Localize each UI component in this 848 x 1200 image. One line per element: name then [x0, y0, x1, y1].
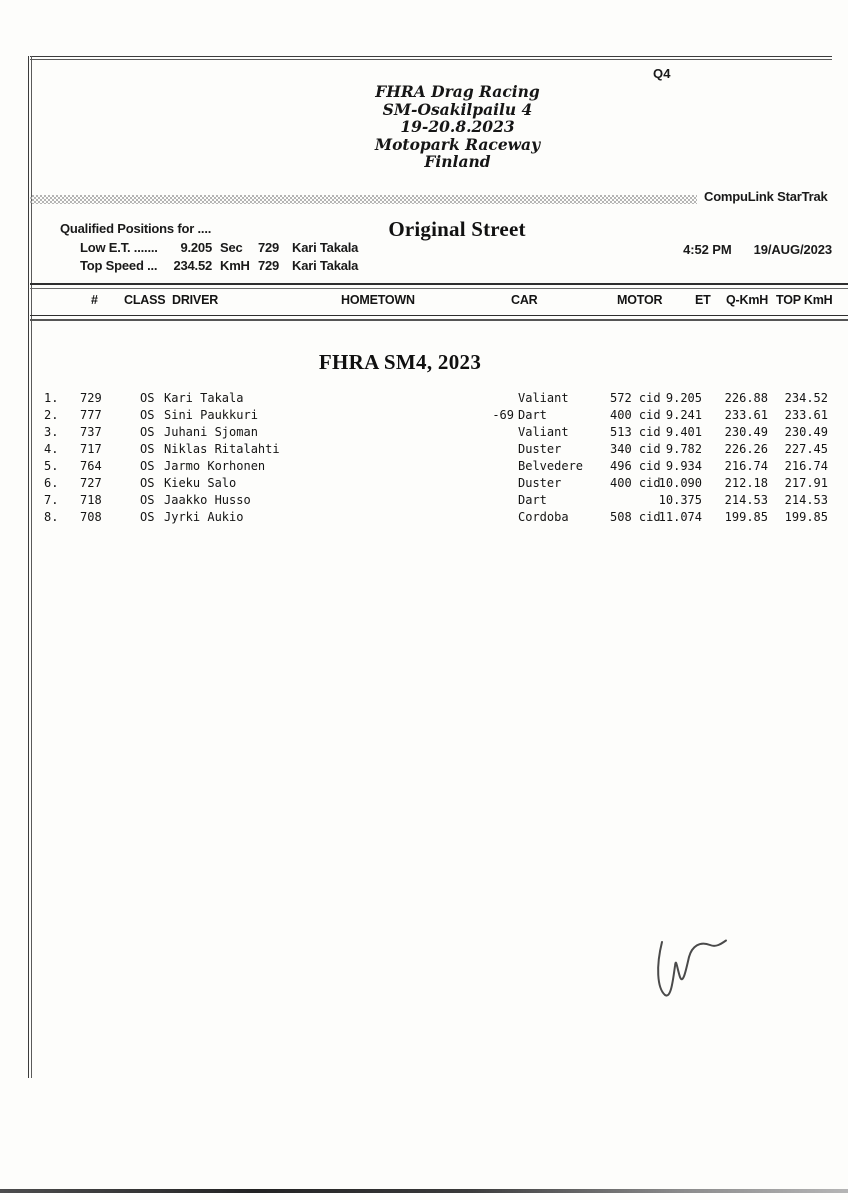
- col-class: CLASS: [124, 293, 166, 307]
- row-position: 8.: [44, 510, 59, 524]
- row-car-number: 708: [80, 510, 102, 524]
- row-et: 9.934: [665, 459, 702, 473]
- row-car-number: 777: [80, 408, 102, 422]
- row-q-kmh: 199.85: [724, 510, 768, 524]
- row-motor: 513 cid: [610, 425, 661, 439]
- row-car-number: 729: [80, 391, 102, 405]
- row-class: OS: [140, 391, 155, 405]
- row-car: Belvedere: [518, 459, 584, 473]
- row-driver: Jaakko Husso: [164, 493, 251, 507]
- row-top-kmh: 216.74: [784, 459, 828, 473]
- table-row: [0, 510, 848, 527]
- table-row: [0, 391, 848, 408]
- row-et: 11.074: [658, 510, 702, 524]
- scan-edge-line: [0, 1189, 848, 1193]
- low-et-value: 9.205: [180, 240, 212, 255]
- row-motor: 400 cid: [610, 408, 661, 422]
- round-label: Q4: [653, 66, 671, 81]
- row-car: Duster: [518, 442, 562, 456]
- row-q-kmh: 230.49: [724, 425, 768, 439]
- row-et: 9.205: [665, 391, 702, 405]
- col-motor: MOTOR: [617, 293, 663, 307]
- row-car-number: 764: [80, 459, 102, 473]
- row-top-kmh: 214.53: [784, 493, 828, 507]
- row-car: Cordoba: [518, 510, 569, 524]
- row-position: 4.: [44, 442, 59, 456]
- top-speed-value: 234.52: [173, 258, 212, 273]
- row-car: Valiant: [518, 425, 569, 439]
- col-driver: DRIVER: [172, 293, 219, 307]
- low-et-line: [0, 240, 848, 256]
- row-car: Valiant: [518, 391, 569, 405]
- col-q-kmh: Q-KmH: [726, 293, 769, 307]
- row-position: 2.: [44, 408, 59, 422]
- table-row: [0, 408, 848, 425]
- col-car: CAR: [511, 293, 538, 307]
- row-class: OS: [140, 425, 155, 439]
- low-et-label: Low E.T. .......: [80, 240, 158, 255]
- qualified-positions-label: Qualified Positions for ....: [60, 221, 212, 236]
- table-header-rule-bottom: [30, 315, 848, 321]
- event-title: FHRA Drag Racing: [375, 82, 540, 101]
- row-et: 9.401: [665, 425, 702, 439]
- row-position: 5.: [44, 459, 59, 473]
- table-row: [0, 459, 848, 476]
- row-driver: Juhani Sjoman: [164, 425, 258, 439]
- row-position: 1.: [44, 391, 59, 405]
- row-motor: 400 cid: [610, 476, 661, 490]
- row-top-kmh: 233.61: [784, 408, 828, 422]
- row-motor: 496 cid: [610, 459, 661, 473]
- row-position: 7.: [44, 493, 59, 507]
- top-speed-car-number: 729: [258, 258, 280, 273]
- table-row: [0, 493, 848, 510]
- row-top-kmh: 217.91: [784, 476, 828, 490]
- event-venue: Motopark Raceway: [374, 134, 541, 154]
- row-car: Dart: [518, 493, 547, 507]
- row-q-kmh: 214.53: [724, 493, 768, 507]
- row-motor: 572 cid: [610, 391, 661, 405]
- row-driver: Jyrki Aukio: [164, 510, 244, 524]
- row-class: OS: [140, 476, 155, 490]
- row-driver: Kari Takala: [164, 391, 244, 405]
- table-header-rule-top: [30, 283, 848, 289]
- row-car: Dart: [518, 408, 547, 422]
- row-car-number: 727: [80, 476, 102, 490]
- low-et-driver: Kari Takala: [292, 240, 359, 255]
- table-row: [0, 476, 848, 493]
- page-border-left: [28, 56, 32, 1078]
- top-speed-driver: Kari Takala: [292, 258, 359, 273]
- row-et: 9.782: [665, 442, 702, 456]
- row-class: OS: [140, 459, 155, 473]
- row-top-kmh: 199.85: [784, 510, 828, 524]
- table-row: [0, 442, 848, 459]
- row-class: OS: [140, 493, 155, 507]
- halftone-divider: [30, 195, 697, 204]
- top-speed-label: Top Speed ...: [80, 258, 158, 273]
- row-driver: Niklas Ritalahti: [164, 442, 280, 456]
- low-et-car-number: 729: [258, 240, 280, 255]
- row-motor: 340 cid: [610, 442, 661, 456]
- top-speed-unit: KmH: [220, 258, 250, 273]
- row-car-number: 718: [80, 493, 102, 507]
- row-car-number: 737: [80, 425, 102, 439]
- handwritten-signature-mark: [638, 922, 758, 1017]
- low-et-unit: Sec: [220, 240, 243, 255]
- row-q-kmh: 212.18: [724, 476, 768, 490]
- event-header: [335, 83, 580, 171]
- row-driver: Jarmo Korhonen: [164, 459, 266, 473]
- row-class: OS: [140, 510, 155, 524]
- row-car-year-prefix: -69: [492, 408, 514, 422]
- row-driver: Sini Paukkuri: [164, 408, 258, 422]
- class-title: Original Street: [388, 217, 526, 241]
- row-car: Duster: [518, 476, 562, 490]
- col-top-kmh: TOP KmH: [776, 293, 833, 307]
- col-et: ET: [695, 293, 711, 307]
- row-et: 10.090: [658, 476, 702, 490]
- row-car-number: 717: [80, 442, 102, 456]
- row-class: OS: [140, 442, 155, 456]
- row-top-kmh: 234.52: [784, 391, 828, 405]
- row-q-kmh: 216.74: [724, 459, 768, 473]
- row-class: OS: [140, 408, 155, 422]
- timing-system-brand: CompuLink StarTrak: [704, 189, 828, 204]
- event-round: SM-Osakilpailu 4: [382, 99, 533, 119]
- col-hometown: HOMETOWN: [341, 293, 415, 307]
- row-q-kmh: 226.26: [724, 442, 768, 456]
- row-driver: Kieku Salo: [164, 476, 237, 490]
- row-position: 6.: [44, 476, 59, 490]
- section-title: FHRA SM4, 2023: [318, 350, 482, 374]
- top-speed-line: [0, 258, 848, 274]
- table-column-headers: [0, 293, 848, 309]
- event-country: Finland: [424, 152, 491, 171]
- row-q-kmh: 233.61: [724, 408, 768, 422]
- col-position: #: [91, 293, 98, 307]
- row-position: 3.: [44, 425, 59, 439]
- table-row: [0, 425, 848, 442]
- row-top-kmh: 227.45: [784, 442, 828, 456]
- row-top-kmh: 230.49: [784, 425, 828, 439]
- row-et: 10.375: [658, 493, 702, 507]
- row-q-kmh: 226.88: [724, 391, 768, 405]
- row-et: 9.241: [665, 408, 702, 422]
- print-time: 4:52 PM: [683, 242, 732, 257]
- print-date: 19/AUG/2023: [753, 242, 832, 257]
- page-border-top: [30, 56, 832, 60]
- event-date: 19-20.8.2023: [400, 117, 515, 136]
- row-motor: 508 cid: [610, 510, 661, 524]
